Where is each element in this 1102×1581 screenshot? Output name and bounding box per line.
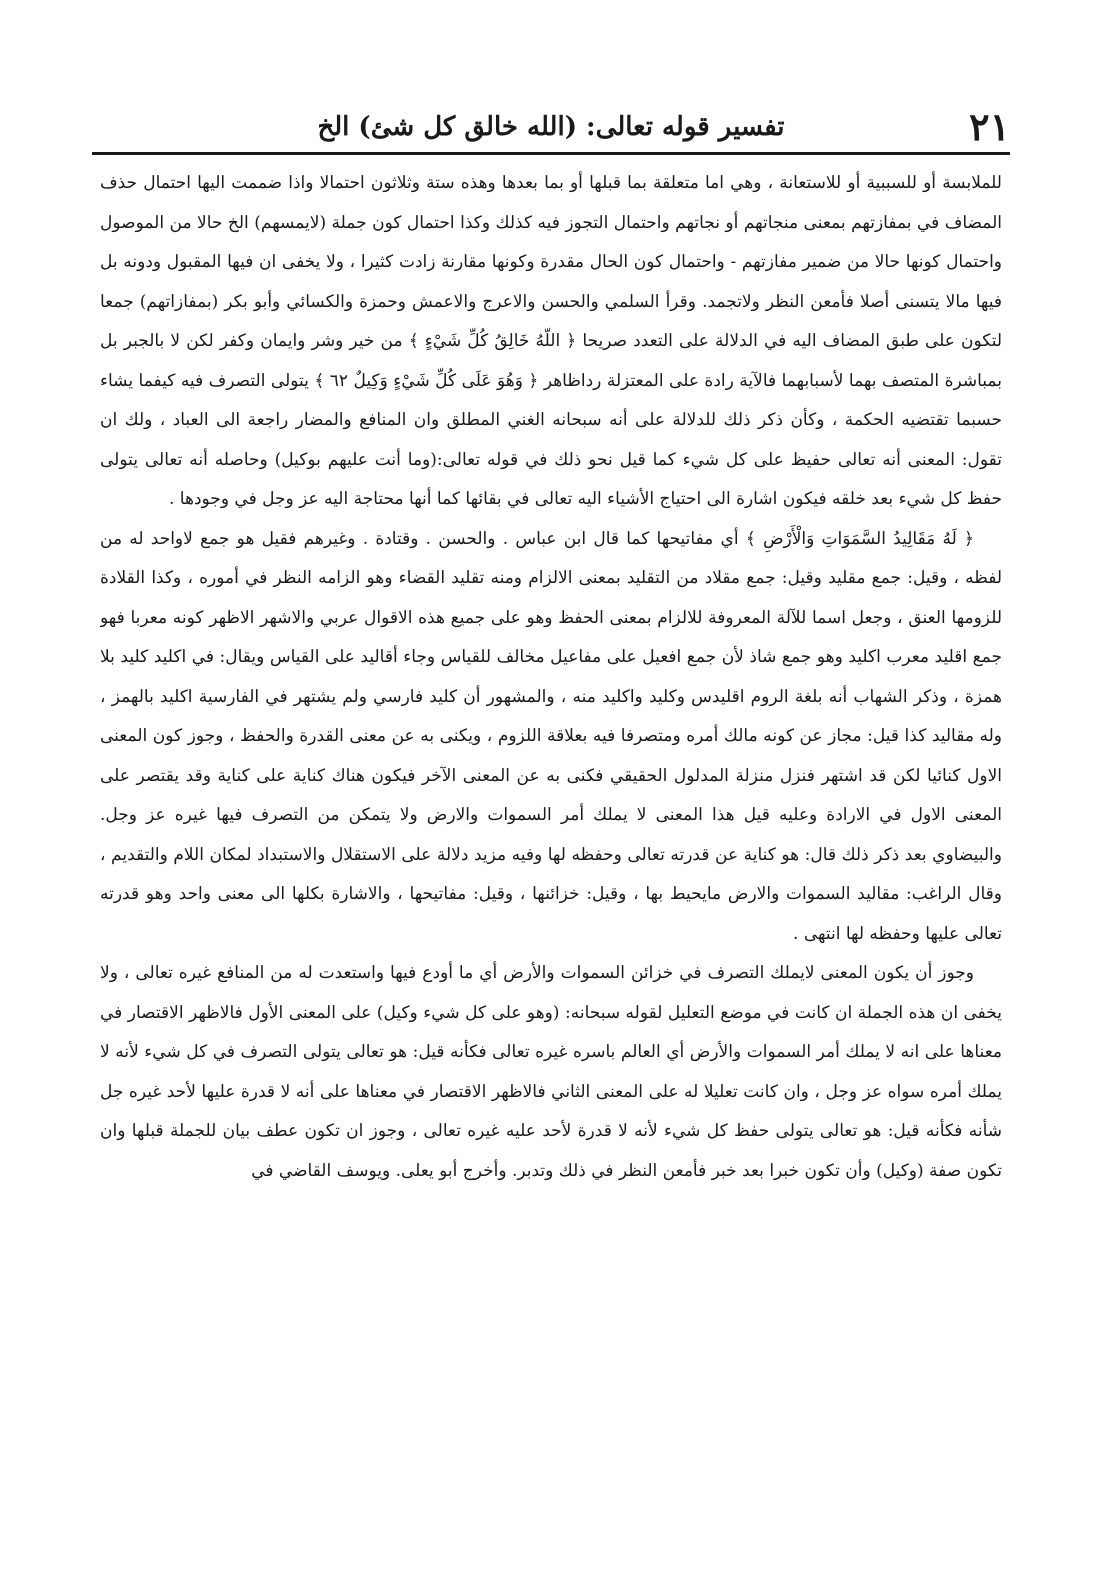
page-number: ٢١ [969,104,1010,149]
paragraph-1: للملابسة أو للسببية أو للاستعانة ، وهي اما متعلقة بما قبلها أو بما بعدها وهذه ستة وثلاثون احتمالا واذا ضممت اليها احتمال حذف المضاف في بمفازتهم بمعنى منجاتهم أو نجاتهم واحتمال التجوز فيه كذلك وكذا احتمال كون جملة (لايمسهم) الخ حالا من الموصول واحتمال كونها حالا من ضمير مفازتهم - واحتمال كون الحال مقدرة وكونها مقارنة زادت كثيرا ، ولا يخفى ان فيها المقبول ودونه بل فيها مالا يتسنى أصلا فأمعن النظر ولاتجمد. وقرأ السلمي والحسن والاعرج والاعمش وحمزة والكسائي وأبو بكر (بمفازاتهم) جمعا لتكون على طبق المضاف اليه في الدلالة على التعدد صريحا ﴿ اللّهُ خَالِقُ كُلِّ شَيْءٍ ﴾ من خير وشر وايمان وكفر لكن لا بالجبر بل بمباشرة المتصف بهما لأسبابهما فالآية رادة على المعتزلة رداظاهر ﴿ وَهُوَ عَلَى كُلِّ شَيْءٍ وَكِيلٌ ٦٢ ﴾ يتولى التصرف فيه كيفما يشاء حسبما تقتضيه الحكمة ، وكأن ذكر ذلك للدلالة على أنه سبحانه الغني المطلق وان المنافع والمضار راجعة الى العباد ، ولك ان تقول: المعنى أنه تعالى حفيظ على كل شيء كما قيل نحو ذلك في قوله تعالى:(وما أنت عليهم بوكيل) وحاصله أنه تعالى يتولى حفظ كل شيء بعد خلقه فيكون اشارة الى احتياج الأشياء اليه تعالى في بقائها كما أنها محتاجة اليه عز وجل في وجودها . [100,173,1002,509]
paragraph-3: وجوز أن يكون المعنى لايملك التصرف في خزائن السموات والأرض أي ما أودع فيها واستعدت له من المنافع غيره تعالى ، ولا يخفى ان هذه الجملة ان كانت في موضع التعليل لقوله سبحانه: (وهو على كل شيء وكيل) على المعنى الأول فالاظهر الاقتصار في معناها على انه لا يملك أمر السموات والأرض أي العالم باسره غيره تعالى فكأنه قيل: هو تعالى يتولى التصرف في كل شيء لأنه لا يملك أمره سواه عز وجل ، وان كانت تعليلا له على المعنى الثاني فالاظهر الاقتصار في معناها على أنه لا قدرة عليها لأحد غيره جل شأنه فكأنه قيل: هو تعالى يتولى حفظ كل شيء لأنه لا قدرة لأحد عليه غيره تعالى ، وجوز ان تكون عطف بيان للجملة قبلها وان تكون صفة (وكيل) وأن تكون خبرا بعد خبر فأمعن النظر في ذلك وتدبر. وأخرج أبو يعلى. ويوسف القاضي في [100,963,1002,1181]
header-rule [92,152,1010,155]
running-title: تفسير قوله تعالى: (الله خالق كل شئ) الخ [317,112,785,142]
page-header [92,104,1010,150]
body-text [100,164,1002,1564]
paragraph-2: ﴿ لَهُ مَقَالِيدُ السَّمَوَاتِ وَالْأَرْضِ ﴾ أي مفاتيحها كما قال ابن عباس . والحسن . وقتادة . وغيرهم فقيل هو جمع لاواحد له من لفظه ، وقيل: جمع مقليد وقيل: جمع مقلاد من التقليد بمعنى الالزام ومنه تقليد القضاء وهو الزامه النظر في أموره ، وكذا القلادة للزومها العنق ، وجعل اسما للآلة المعروفة للالزام بمعنى الحفظ وهو على جميع هذه الاقوال عربي والاشهر الاظهر كونه معربا فهو جمع اقليد معرب اكليد وهو جمع شاذ لأن جمع افعيل على مفاعيل مخالف للقياس وجاء أقاليد على القياس ويقال: في اكليد كليد بلا همزة ، وذكر الشهاب أنه بلغة الروم اقليدس وكليد واكليد منه ، والمشهور أن كليد فارسي ولم يشتهر في الفارسية اكليد بالهمز ، وله مقاليد كذا قيل: مجاز عن كونه مالك أمره ومتصرفا فيه بعلاقة اللزوم ، ويكنى به عن معنى القدرة والحفظ ، وجوز كون المعنى الاول كنائيا لكن قد اشتهر فنزل منزلة المدلول الحقيقي فكنى به عن المعنى الآخر فيكون هناك كناية على كناية وقد يقتصر على المعنى الاول في الارادة وعليه قيل هذا المعنى لا يملك أمر السموات والارض ولا يتمكن من التصرف فيها غيره عز وجل. والبيضاوي بعد ذكر ذلك قال: هو كناية عن قدرته تعالى وحفظه لها وفيه مزيد دلالة على الاستقلال والاستبداد لمكان اللام والتقديم ، وقال الراغب: مقاليد السموات والارض مايحيط بها ، وقيل: خزائنها ، وقيل: مفاتيحها ، والاشارة بكلها الى معنى واحد وهو قدرته تعالى عليها وحفظه لها انتهى . [100,528,1002,944]
